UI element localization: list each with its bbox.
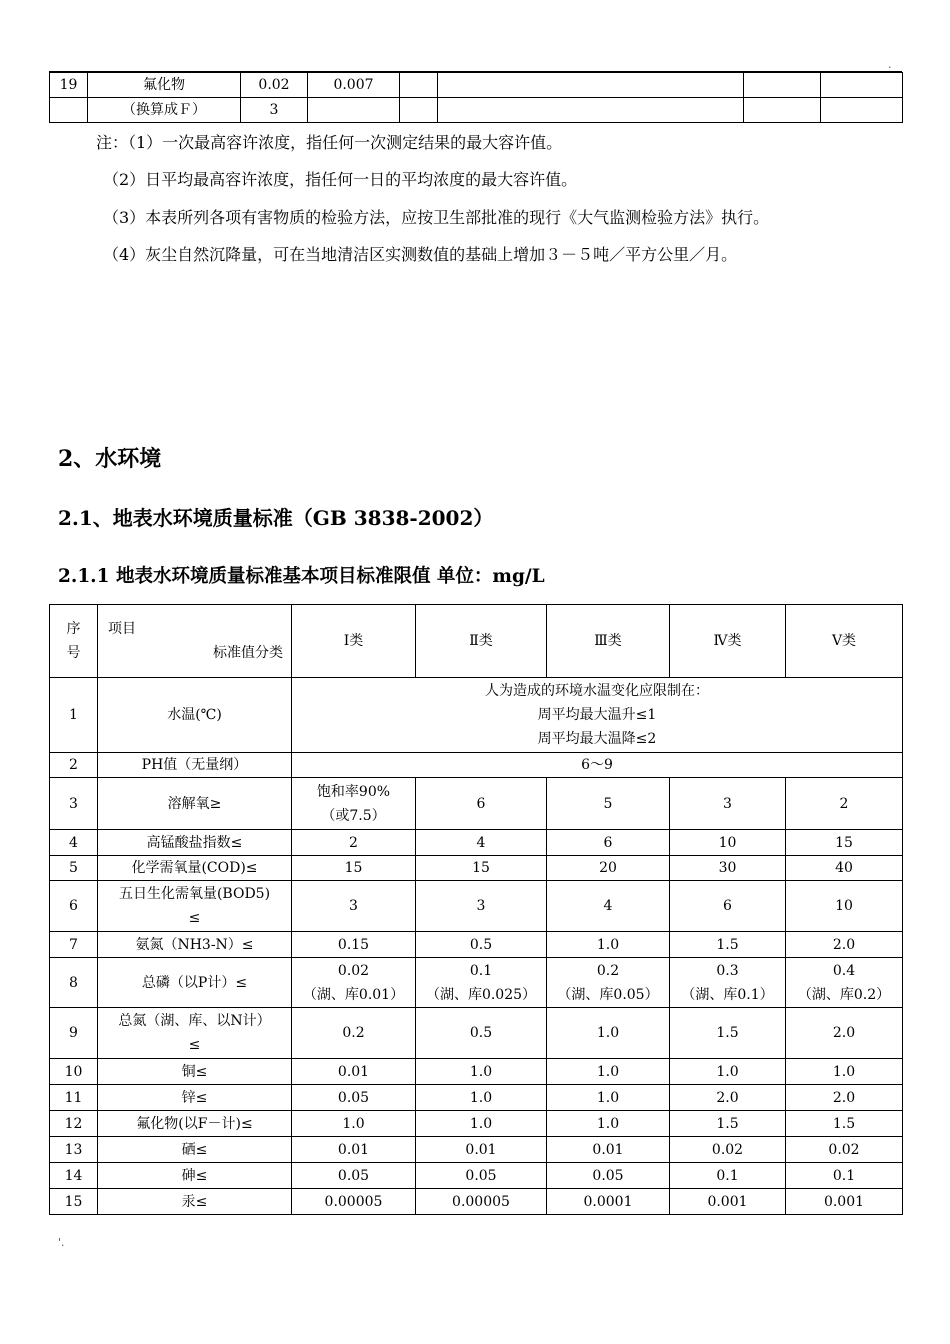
table-header-row xyxy=(50,605,903,678)
table-row xyxy=(50,1059,903,1085)
cell-value: 1.5 xyxy=(670,1008,786,1059)
value-line: 0.1 xyxy=(469,962,493,979)
cell-value: 10 xyxy=(670,830,786,856)
cell-value: 1.0 xyxy=(547,1008,670,1059)
cell-value xyxy=(292,958,416,1008)
note-4: （4）灰尘自然沉降量，可在当地清洁区实测数值的基础上增加３－５吨／平方公里／月。 xyxy=(103,245,738,264)
cell-no: 10 xyxy=(50,1059,98,1085)
cell-no: 1 xyxy=(50,678,98,753)
table-row xyxy=(50,1137,903,1163)
cell-item: 硒≤ xyxy=(98,1137,292,1163)
cell-item: 砷≤ xyxy=(98,1163,292,1189)
cell-no: 8 xyxy=(50,958,98,1008)
cell-value xyxy=(547,958,670,1008)
cell-value: 4 xyxy=(416,830,547,856)
header-seq xyxy=(50,605,98,678)
temp-line-2: 周平均最大温升≤1 xyxy=(537,707,657,723)
cell-item: 水温(℃) xyxy=(98,678,292,753)
table-row xyxy=(50,932,903,958)
header-class-3: Ⅲ类 xyxy=(547,605,670,678)
table-row xyxy=(50,1163,903,1189)
cell-value: 1.5 xyxy=(670,1111,786,1137)
cell-no: 13 xyxy=(50,1137,98,1163)
cell-value: 0.02 xyxy=(670,1137,786,1163)
header-diag-top: 标准值分类 xyxy=(213,645,283,661)
cell-value: 0.05 xyxy=(292,1163,416,1189)
header-diag-bottom: 项目 xyxy=(108,621,136,637)
cell-item: 氨氮（NH3-N）≤ xyxy=(98,932,292,958)
cell-value: 0.1 xyxy=(786,1163,903,1189)
cell-empty xyxy=(400,98,438,123)
cell-value: 0.00005 xyxy=(292,1189,416,1215)
cell-value: 5 xyxy=(547,778,670,830)
cell-value: 1.0 xyxy=(416,1111,547,1137)
cell-value: 0.007 xyxy=(308,73,400,98)
cell-value xyxy=(670,958,786,1008)
item-line-1: 总氮（湖、库、以N计） xyxy=(118,1013,271,1029)
cell-value xyxy=(292,778,416,830)
cell-value: 1.0 xyxy=(547,1059,670,1085)
cell-value: 0.5 xyxy=(416,1008,547,1059)
cell-value: 0.5 xyxy=(416,932,547,958)
note-2: （2）日平均最高容许浓度，指任何一日的平均浓度的最大容许值。 xyxy=(103,170,578,189)
value-line: 0.2 xyxy=(596,962,620,979)
cell-value: 0.02 xyxy=(786,1137,903,1163)
header-class-1: Ⅰ类 xyxy=(292,605,416,678)
cell-value: 1.0 xyxy=(416,1085,547,1111)
cell-item xyxy=(98,1008,292,1059)
lake-value-line: （湖、库0.2） xyxy=(797,986,891,1003)
bottom-page-mark: '. xyxy=(58,1236,65,1249)
cell-value: 6 xyxy=(670,881,786,932)
air-table-continued xyxy=(49,72,903,123)
cell-value: 1.0 xyxy=(547,1085,670,1111)
cell-value: 1.0 xyxy=(547,932,670,958)
cell-no: 2 xyxy=(50,753,98,778)
cell-value: 0.01 xyxy=(292,1137,416,1163)
cell-value: 10 xyxy=(786,881,903,932)
cell-value: 1.0 xyxy=(416,1059,547,1085)
cell-item: 铜≤ xyxy=(98,1059,292,1085)
cell-value: 1.5 xyxy=(670,932,786,958)
cell-item: 汞≤ xyxy=(98,1189,292,1215)
value-line: 0.3 xyxy=(716,962,739,979)
cell-value: 20 xyxy=(547,856,670,881)
cell-no: 4 xyxy=(50,830,98,856)
table-row xyxy=(50,1189,903,1215)
cell-value: 3 xyxy=(416,881,547,932)
cell-value: 0.01 xyxy=(292,1059,416,1085)
lake-value-line: （湖、库0.1） xyxy=(681,986,774,1003)
cell-value: 30 xyxy=(670,856,786,881)
table-row xyxy=(50,958,903,1008)
cell-value: 0.05 xyxy=(292,1085,416,1111)
cell-value: 3 xyxy=(670,778,786,830)
header-class-4: Ⅳ类 xyxy=(670,605,786,678)
cell-value: 6 xyxy=(547,830,670,856)
heading-surface-water-standard: 2.1、地表水环境质量标准（GB 3838-2002） xyxy=(58,506,494,530)
table-row xyxy=(50,1008,903,1059)
cell-no: 3 xyxy=(50,778,98,830)
cell-value: 0.2 xyxy=(292,1008,416,1059)
note-1: 注：（1）一次最高容许浓度，指任何一次测定结果的最大容许值。 xyxy=(96,133,563,152)
cell-item: 氟化物(以F－计)≤ xyxy=(98,1111,292,1137)
cell-value: 4 xyxy=(547,881,670,932)
cell-value: 2.0 xyxy=(670,1085,786,1111)
table-row xyxy=(50,73,903,98)
cell-no: 15 xyxy=(50,1189,98,1215)
cell-empty xyxy=(438,73,744,98)
cell-item: 高锰酸盐指数≤ xyxy=(98,830,292,856)
cell-line-1: 饱和率90% xyxy=(316,783,391,800)
cell-no: 6 xyxy=(50,881,98,932)
cell-value: 2 xyxy=(292,830,416,856)
cell-item: 总磷（以P计）≤ xyxy=(98,958,292,1008)
value-line: 0.4 xyxy=(832,962,856,979)
lake-value-line: （湖、库0.05） xyxy=(557,986,659,1003)
cell-value: 0.02 xyxy=(241,73,308,98)
note-3: （3）本表所列各项有害物质的检验方法，应按卫生部批准的现行《大气监测检验方法》执行。 xyxy=(103,208,770,227)
lake-value-line: （湖、库0.01） xyxy=(302,986,405,1003)
cell-empty xyxy=(744,73,821,98)
cell-value: 0.001 xyxy=(670,1189,786,1215)
heading-water-environment: 2、水环境 xyxy=(58,446,162,472)
table-row xyxy=(50,1085,903,1111)
cell-value: 6 xyxy=(416,778,547,830)
cell-value: 0.05 xyxy=(547,1163,670,1189)
cell-no: 7 xyxy=(50,932,98,958)
cell-value: 3 xyxy=(292,881,416,932)
heading-basic-items-limits: 2.1.1 地表水环境质量标准基本项目标准限值 单位：mg/L xyxy=(58,566,545,587)
cell-value: 1.0 xyxy=(670,1059,786,1085)
cell-item xyxy=(98,881,292,932)
surface-water-standard-table xyxy=(49,604,903,1215)
cell-value: 40 xyxy=(786,856,903,881)
cell-item: PH值（无量纲） xyxy=(98,753,292,778)
table-row xyxy=(50,856,903,881)
cell-empty xyxy=(744,98,821,123)
table-row xyxy=(50,98,903,123)
cell-value xyxy=(786,958,903,1008)
table-row xyxy=(50,881,903,932)
cell-value: 0.1 xyxy=(670,1163,786,1189)
cell-value xyxy=(308,98,400,123)
cell-value: 0.01 xyxy=(416,1137,547,1163)
lake-value-line: （湖、库0.025） xyxy=(425,986,537,1003)
header-seq-label: 序号 xyxy=(66,621,81,661)
cell-value: 1.0 xyxy=(547,1111,670,1137)
cell-value: 0.0001 xyxy=(547,1189,670,1215)
cell-temperature-rule xyxy=(292,678,903,753)
cell-item: 锌≤ xyxy=(98,1085,292,1111)
cell-no: 12 xyxy=(50,1111,98,1137)
header-class-2: Ⅱ类 xyxy=(416,605,547,678)
cell-no: 19 xyxy=(50,73,88,98)
table-row xyxy=(50,753,903,778)
table-row xyxy=(50,678,903,753)
cell-item: 溶解氧≥ xyxy=(98,778,292,830)
cell-item: 化学需氧量(COD)≤ xyxy=(98,856,292,881)
cell-empty xyxy=(438,98,744,123)
cell-no: 9 xyxy=(50,1008,98,1059)
header-diagonal-cell xyxy=(98,605,292,678)
temp-line-3: 周平均最大温降≤2 xyxy=(537,731,657,747)
cell-value: 1.0 xyxy=(292,1111,416,1137)
cell-value: 1.0 xyxy=(786,1059,903,1085)
table-row xyxy=(50,830,903,856)
cell-value: 2.0 xyxy=(786,1085,903,1111)
table-row xyxy=(50,1111,903,1137)
cell-empty xyxy=(821,98,903,123)
table-row xyxy=(50,778,903,830)
cell-value: 15 xyxy=(416,856,547,881)
cell-no: 11 xyxy=(50,1085,98,1111)
cell-value: 0.00005 xyxy=(416,1189,547,1215)
temp-line-1: 人为造成的环境水温变化应限制在： xyxy=(485,683,709,699)
cell-value: 2.0 xyxy=(786,932,903,958)
cell-value: 0.15 xyxy=(292,932,416,958)
cell-value: 15 xyxy=(786,830,903,856)
cell-ph-range: 6～9 xyxy=(292,753,903,778)
cell-value: 0.05 xyxy=(416,1163,547,1189)
cell-value: 1.5 xyxy=(786,1111,903,1137)
cell-no: 5 xyxy=(50,856,98,881)
item-line-2: ≤ xyxy=(188,910,201,926)
cell-name: （换算成Ｆ） xyxy=(88,98,241,123)
cell-line-2: （或7.5） xyxy=(321,807,386,824)
cell-no: 14 xyxy=(50,1163,98,1189)
header-class-5: Ⅴ类 xyxy=(786,605,903,678)
cell-name: 氟化物 xyxy=(88,73,241,98)
value-line: 0.02 xyxy=(337,962,370,979)
cell-value: 0.01 xyxy=(547,1137,670,1163)
cell-empty xyxy=(400,73,438,98)
cell-empty xyxy=(821,73,903,98)
cell-value: 3 xyxy=(241,98,308,123)
cell-value: 2.0 xyxy=(786,1008,903,1059)
cell-no xyxy=(50,98,88,123)
cell-value: 0.001 xyxy=(786,1189,903,1215)
cell-value xyxy=(416,958,547,1008)
cell-value: 15 xyxy=(292,856,416,881)
item-line-2: ≤ xyxy=(188,1037,201,1053)
cell-value: 2 xyxy=(786,778,903,830)
top-page-mark: . xyxy=(888,58,892,71)
item-line-1: 五日生化需氧量(BOD5) xyxy=(118,886,271,902)
